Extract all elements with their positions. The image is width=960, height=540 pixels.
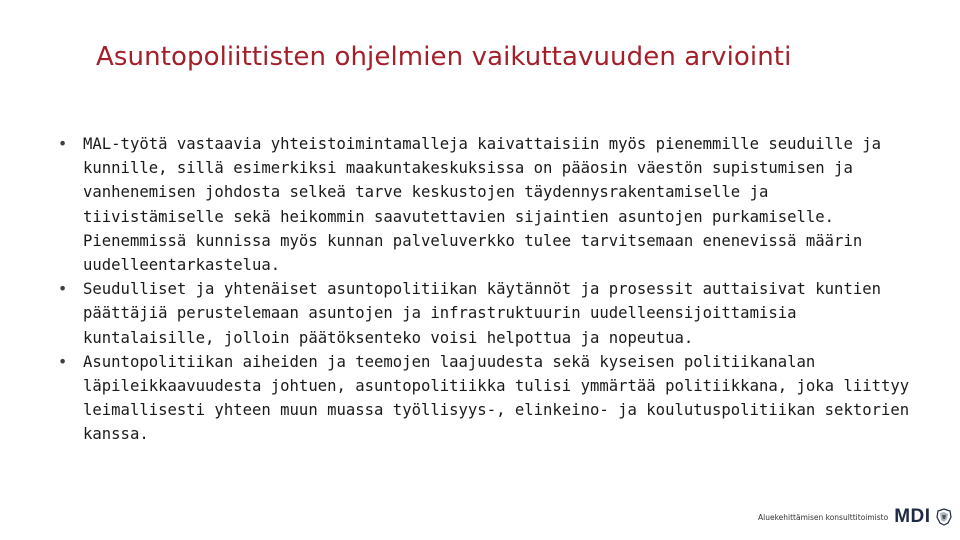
logo-tagline: Aluekehittämisen konsulttitoimisto <box>758 512 889 522</box>
bullet-item <box>58 132 918 277</box>
mdi-logo <box>758 505 953 529</box>
bullet-marker: • <box>58 135 68 153</box>
slide-title: Asuntopoliittisten ohjelmien vaikuttavuuden arviointi <box>96 42 792 72</box>
bullet-text: Seudulliset ja yhtenäiset asuntopolitiikan käytännöt ja prosessit auttaisivat kuntien päättäjiä perustelemaan asuntojen ja infrastruktuurin uudelleensijoittamisia kuntalaisille, jolloin päätöksenteko voisi helpottua ja nopeutua. <box>83 280 881 347</box>
bullet-text: MAL-työtä vastaavia yhteistoimintamalleja kaivattaisiin myös pienemmille seuduille ja kunnille, sillä esimerkiksi maakuntakeskuksissa on pääosin väestön supistumisen ja vanhenemisen johdosta selkeä tarve keskustojen täydennysrakentamiselle ja tiivistämiselle sekä heikommin saavutettavien sijaintien asuntojen purkamiselle. Pienemmissä kunnissa myös kunnan palveluverkko tulee tarvitsemaan enenevissä määrin uudelleentarkastelua. <box>83 135 881 275</box>
bullet-list <box>58 132 918 447</box>
bullet-marker: • <box>58 280 68 299</box>
bullet-marker: • <box>58 352 68 371</box>
logo-mark: MDI <box>894 506 931 527</box>
bullet-item <box>58 350 918 447</box>
mdi-emblem-icon <box>935 508 953 526</box>
bullet-item <box>58 277 918 350</box>
bullet-text: Asuntopolitiikan aiheiden ja teemojen laajuudesta sekä kyseisen politiikanalan läpileikkaavuudesta johtuen, asuntopolitiikka tulisi ymmärtää politiikkana, joka liittyy leimallisesti yhteen muun muassa työllisyys-, elinkeino- ja koulutuspolitiikan sektorien kanssa. <box>83 352 910 444</box>
